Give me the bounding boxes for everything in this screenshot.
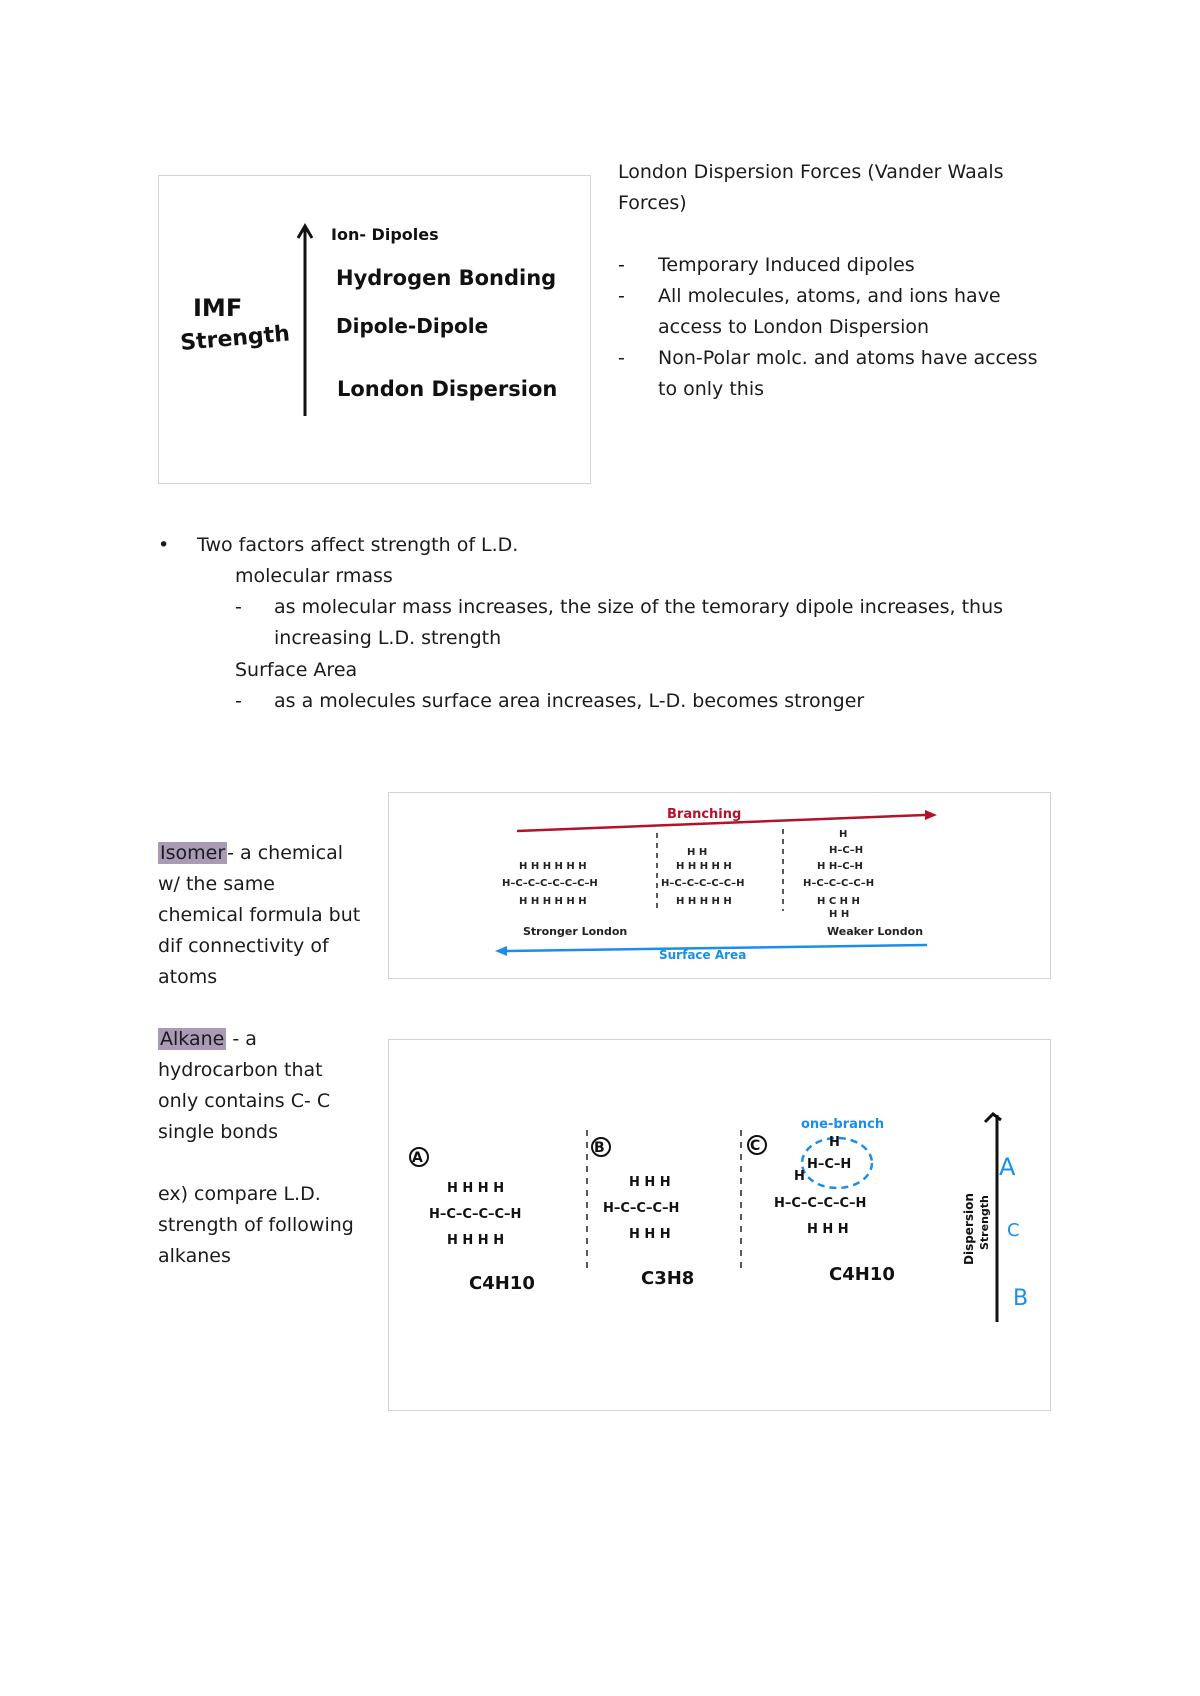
factor-2: Surface Area	[235, 659, 358, 681]
branching-figure	[388, 792, 1051, 979]
imf-level-ion-dipole: Ion- Dipoles	[331, 225, 439, 244]
isomer-def-line: chemical formula but	[158, 904, 361, 926]
formula-a: C4H10	[469, 1273, 535, 1294]
svg-text:H H H: H H H	[807, 1222, 849, 1237]
factor-1-detail-line2: increasing L.D. strength	[274, 627, 502, 649]
ldf-bullet-3-line2: to only this	[658, 378, 765, 400]
bullet-dot: •	[158, 534, 170, 556]
svg-text:H: H	[829, 1135, 840, 1150]
isomer-def-line: dif connectivity of	[158, 935, 329, 957]
svg-text:H–C–C–C–H: H–C–C–C–H	[603, 1201, 680, 1216]
molecule-b-marker: B	[594, 1140, 605, 1156]
bullet-dash: -	[235, 690, 242, 712]
branching-arrowhead	[925, 810, 937, 820]
svg-text:H H H H H H: H H H H H H	[519, 896, 587, 907]
alkane-def-line: only contains C- C	[158, 1090, 331, 1112]
alkane-comparison-sketch	[389, 1040, 1052, 1412]
ldf-bullet-3-line1: Non-Polar molc. and atoms have access	[658, 347, 1038, 369]
ldf-bullet-1: Temporary Induced dipoles	[658, 254, 915, 276]
imf-axis-label-1: IMF	[193, 294, 243, 322]
isomer-term: Isomer	[160, 842, 226, 864]
branching-label: Branching	[667, 807, 742, 822]
rank-2-label: C	[1007, 1220, 1020, 1241]
svg-text:H H: H H	[687, 847, 708, 858]
svg-text:H H H H: H H H H	[447, 1233, 505, 1248]
svg-text:H H H H: H H H H	[447, 1181, 505, 1196]
ldf-title-line2: Forces)	[618, 192, 687, 214]
alkane-term: Alkane	[160, 1028, 225, 1050]
svg-text:H C H H: H C H H	[817, 896, 860, 907]
svg-text:H–C–C–C–C–H: H–C–C–C–C–H	[429, 1207, 522, 1222]
alkane-def-first: - a	[226, 1028, 257, 1050]
stronger-london-label: Stronger London	[523, 925, 628, 938]
svg-text:H: H	[839, 829, 848, 840]
ldf-bullet-2-line1: All molecules, atoms, and ions have	[658, 285, 1001, 307]
scale-label: Dispersion	[962, 1193, 976, 1265]
alkane-example-line: ex) compare L.D.	[158, 1183, 321, 1205]
svg-text:H–C–C–C–C–C–H: H–C–C–C–C–C–H	[661, 878, 745, 889]
imf-axis-label-2: Strength	[179, 321, 291, 356]
factors-bullet: Two factors affect strength of L.D.	[197, 534, 519, 556]
imf-strength-figure	[158, 175, 591, 484]
bullet-dash: -	[618, 285, 625, 307]
svg-text:H H H: H H H	[629, 1227, 671, 1242]
factor-1-detail-line1: as molecular mass increases, the size of the temorary dipole increases, thus	[274, 596, 1004, 618]
alkane-def-line: single bonds	[158, 1121, 278, 1143]
alkane-definition-line1	[158, 1024, 257, 1055]
rank-3-label: B	[1013, 1286, 1029, 1311]
isomer-def-line: w/ the same	[158, 873, 275, 895]
imf-level-hydrogen-bonding: Hydrogen Bonding	[336, 266, 557, 290]
svg-text:H H–C–H: H H–C–H	[817, 861, 863, 872]
bullet-dash: -	[618, 254, 625, 276]
svg-text:H H H H H H: H H H H H H	[519, 861, 587, 872]
svg-text:H–C–C–C–C–H: H–C–C–C–C–H	[803, 878, 875, 889]
imf-level-london-dispersion: London Dispersion	[337, 377, 558, 401]
scale-sublabel: Strength	[978, 1195, 991, 1250]
alkane-def-line: hydrocarbon that	[158, 1059, 323, 1081]
molecule-a-structure	[429, 1181, 521, 1248]
imf-level-dipole-dipole: Dipole-Dipole	[336, 314, 489, 338]
factor-2-detail: as a molecules surface area increases, L-D. becomes stronger	[274, 690, 865, 712]
alkane-comparison-figure	[388, 1039, 1051, 1411]
alkane-example-line: strength of following	[158, 1214, 354, 1236]
factor-1: molecular rmass	[235, 565, 393, 587]
alkane-example-line: alkanes	[158, 1245, 231, 1267]
formula-c: C4H10	[829, 1264, 895, 1285]
weaker-london-label: Weaker London	[827, 925, 924, 938]
ldf-bullet-2-line2: access to London Dispersion	[658, 316, 930, 338]
imf-strength-sketch	[159, 176, 592, 485]
branched-molecule	[661, 847, 744, 907]
svg-text:H–C–C–C–C–H: H–C–C–C–C–H	[774, 1196, 867, 1211]
branching-sketch	[389, 793, 1052, 980]
molecule-a-marker: A	[412, 1150, 423, 1166]
svg-text:H H H H H: H H H H H	[676, 896, 732, 907]
formula-b: C3H8	[641, 1268, 695, 1289]
surface-area-arrowhead	[495, 946, 507, 956]
molecule-b-structure	[603, 1175, 679, 1242]
bullet-dash: -	[235, 596, 242, 618]
molecule-c-marker: C	[750, 1138, 761, 1154]
svg-text:H–C–H: H–C–H	[807, 1157, 852, 1172]
surface-area-label: Surface Area	[659, 948, 747, 962]
ranking-scale-arrowhead	[985, 1114, 1001, 1122]
isomer-def-line: atoms	[158, 966, 218, 988]
svg-text:H–C–H: H–C–H	[829, 845, 864, 856]
bullet-dash: -	[618, 347, 625, 369]
isomer-definition-line1	[158, 838, 343, 869]
isomer-def-first: - a chemical	[227, 842, 344, 864]
rank-1-label: A	[999, 1153, 1016, 1181]
svg-text:H: H	[794, 1169, 805, 1184]
svg-text:H H H H H: H H H H H	[676, 861, 732, 872]
svg-text:H H: H H	[829, 909, 850, 920]
one-branch-label: one-branch	[801, 1117, 885, 1132]
straight-chain-molecule	[502, 861, 598, 907]
ldf-title-line1: London Dispersion Forces (Vander Waals	[618, 161, 1004, 183]
highly-branched-molecule	[803, 829, 874, 920]
svg-text:H–C–C–C–C–C–C–H: H–C–C–C–C–C–C–H	[502, 878, 598, 889]
svg-text:H H H: H H H	[629, 1175, 671, 1190]
